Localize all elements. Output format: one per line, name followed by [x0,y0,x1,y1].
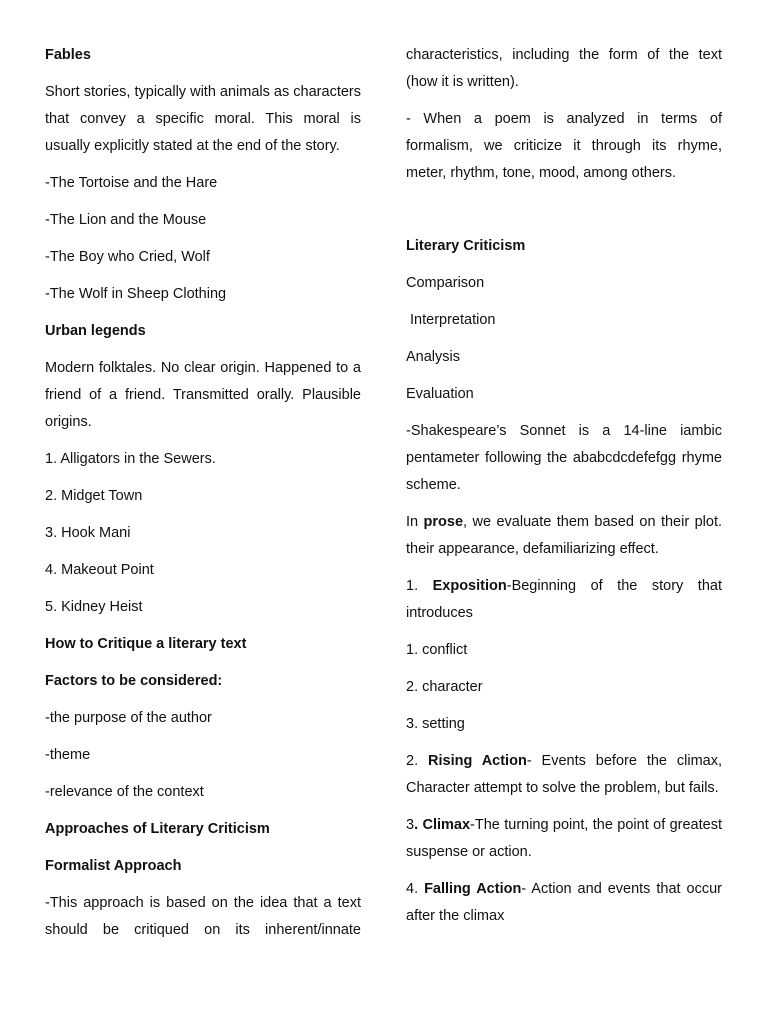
fable-item: -The Tortoise and the Hare [45,175,218,191]
criticism-item: Analysis [406,349,460,365]
formalist-heading: Formalist Approach [45,858,182,874]
climax-text: -The turning point, the point of greatest suspense or action. [406,817,722,860]
urban-legends-heading: Urban legends [45,323,146,339]
exposition-number: 1. [406,578,433,594]
criticism-item: Interpretation [406,312,496,328]
criticism-item: Evaluation [406,386,474,402]
factor-item: -the purpose of the author [45,710,212,726]
formalist-description: -This approach is based on the idea that a text should be critiqued on its inherent/innate [45,895,361,938]
prose-text: , we evaluate them based on their plot. their appearance, defamiliarizing effect. [406,514,723,557]
fable-item: -The Lion and the Mouse [45,212,207,228]
left-column [45,42,361,954]
prose-paragraph [406,509,722,563]
prose-keyword: prose [423,514,464,530]
rising-action-text: - Events before the climax, Character attempt to solve the problem, but fails. [406,753,723,796]
climax-paragraph [406,812,722,866]
fable-item: -The Wolf in Sheep Clothing [45,286,227,302]
urban-legend-item: 5. Kidney Heist [45,599,143,615]
urban-legends-description: Modern folktales. No clear origin. Happened to a friend of a friend. Transmitted orally. Plausible origins. [45,360,361,430]
formalist-continuation: characteristics, including the form of the text (how it is written). [406,47,722,90]
fable-item: -The Boy who Cried, Wolf [45,249,210,265]
rising-action-keyword: Rising Action [428,753,527,769]
prose-prefix: In [406,514,424,530]
urban-legend-item: 1. Alligators in the Sewers. [45,451,216,467]
factor-item: -relevance of the context [45,784,204,800]
exposition-keyword: Exposition [432,578,507,594]
exposition-paragraph [406,573,722,627]
factor-item: -theme [45,747,91,763]
spacer [406,197,722,233]
exposition-text: -Beginning of the story that introduces [406,578,722,621]
climax-keyword: . Climax [414,817,471,833]
falling-action-number: 4. [406,881,425,897]
right-column [406,42,722,940]
criticism-item: Comparison [406,275,485,291]
exposition-item: 3. setting [406,716,465,732]
critique-heading: How to Critique a literary text [45,636,247,652]
urban-legend-item: 4. Makeout Point [45,562,154,578]
exposition-item: 1. conflict [406,642,468,658]
rising-action-number: 2. [406,753,429,769]
fables-heading: Fables [45,47,91,63]
falling-action-paragraph [406,876,722,930]
falling-action-text: - Action and events that occur after the climax [406,881,722,924]
sonnet-note: -Shakespeare’s Sonnet is a 14-line iambic pentameter following the ababcdcdefefgg rhyme scheme. [406,423,722,493]
climax-number: 3 [406,817,415,833]
approaches-heading: Approaches of Literary Criticism [45,821,270,837]
poem-formalism-note: - When a poem is analyzed in terms of formalism, we criticize it through its rhyme, meter, rhythm, tone, mood, among others. [406,111,722,181]
falling-action-keyword: Falling Action [424,881,522,897]
urban-legend-item: 2. Midget Town [45,488,143,504]
urban-legend-item: 3. Hook Mani [45,525,131,541]
fables-description: Short stories, typically with animals as characters that convey a specific moral. This moral is usually explicitly stated at the end of the story. [45,84,361,154]
exposition-item: 2. character [406,679,483,695]
rising-action-paragraph [406,748,722,802]
factors-heading: Factors to be considered: [45,673,223,689]
literary-criticism-heading: Literary Criticism [406,238,526,254]
